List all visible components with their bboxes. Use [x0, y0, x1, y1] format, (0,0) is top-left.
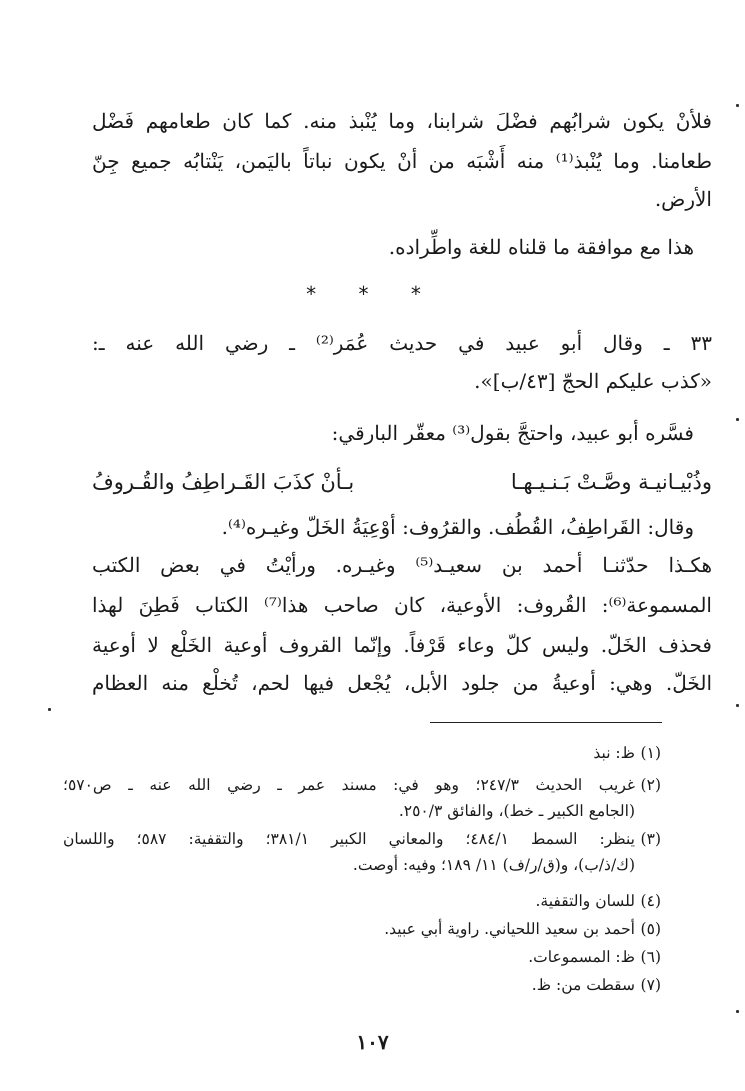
scan-speck	[48, 708, 51, 711]
section-separator: * * *	[306, 282, 439, 306]
footnote-number: (١)	[640, 744, 661, 762]
paragraph-line: هكـذا حدّثنـا أحمد بن سعيـد⁽⁵⁾ وغيـره. ورأيْتُ في بعض الكتب	[92, 553, 712, 577]
footnote-number: (٥)	[640, 920, 661, 938]
paragraph-line: المسموعة⁽⁶⁾: القُروف: الأوعية، كان صاحب هذا⁽⁷⁾ الكتاب فَطِنَ لهذا	[92, 593, 712, 617]
verse-hemistich-left: بـأنْ كذَبَ القَـراطِفُ والقُـروفُ	[92, 470, 355, 494]
paragraph-line: طعامنا. وما يُنْبذ⁽¹⁾ منه أَشْبَه من أنْ يكون نباتاً باليَمن، يَنْتابُه جميع جِنّ	[92, 149, 712, 173]
footnote-divider	[430, 722, 662, 723]
scan-speck	[736, 1010, 739, 1013]
footnote	[61, 972, 661, 998]
footnote-number: (٧)	[640, 976, 661, 994]
footnote-text: ينظر: السمط ٤٨٤/١؛ والمعاني الكبير ٣٨١/١؛ والتقفية: ٥٨٧؛ واللسان	[63, 830, 635, 848]
scan-speck	[736, 104, 739, 107]
paragraph-line: هذا مع موافقة ما قلناه للغة واطِّراده.	[388, 235, 694, 259]
footnote	[61, 772, 661, 824]
footnote-text: أحمد بن سعيد اللحياني. راوية أبي عبيد.	[384, 920, 635, 938]
paragraph-line: فحذف الخَلّ. وليس كلّ وعاء قَرْفاً. وإنّما القروف أوعية الخَلْع لا أوعية	[92, 633, 712, 657]
footnote-text: للسان والتقفية.	[535, 892, 635, 910]
footnote-text: ظ: نبذ	[593, 744, 635, 762]
footnote	[61, 826, 661, 878]
footnote	[61, 916, 661, 942]
paragraph-line: الأرض.	[654, 187, 712, 211]
footnote	[61, 740, 661, 766]
page-number: ١٠٧	[356, 1030, 389, 1054]
footnote	[61, 944, 661, 970]
footnote-text-continued: (الجامع الكبير ـ خط)، والفائق ٢٥٠/٣.	[398, 802, 635, 820]
paragraph-line: فسَّره أبو عبيد، واحتجَّ بقول⁽³⁾ معقّر البارقي:	[331, 421, 694, 445]
footnote-number: (٢)	[640, 776, 661, 794]
footnote-text-continued: (ك/ذ/ب)، و(ق/ر/ف) ١١/ ١٨٩؛ وفيه: أوصت.	[352, 856, 635, 874]
footnote-text: سقطت من: ظ.	[531, 976, 635, 994]
footnote-text: غريب الحديث ٢٤٧/٣؛ وهو في: مسند عمر ـ رضي الله عنه ـ ص٥٧٠؛	[63, 776, 635, 794]
poetry-verse	[92, 466, 712, 498]
footnote-number: (٣)	[640, 830, 661, 848]
footnote-text: ظ: المسموعات.	[528, 948, 635, 966]
paragraph-line: فلأنْ يكون شرابُهم فضْلَ شرابنا، وما يُنْبذ منه. كما كان طعامهم فَضْل	[92, 109, 712, 133]
paragraph-line: «كذب عليكم الحجّ [٤٣/ب]».	[474, 369, 712, 393]
scan-speck	[736, 418, 739, 421]
paragraph-line: ٣٣ ـ وقال أبو عبيد في حديث عُمَر⁽²⁾ ـ رضي الله عنه ـ:	[92, 331, 712, 355]
footnote-number: (٤)	[640, 892, 661, 910]
scan-speck	[736, 704, 739, 707]
footnote-number: (٦)	[640, 948, 661, 966]
verse-hemistich-right: وذُبْيـانيـة وصَّـتْ بَـنـيـهـا	[510, 470, 712, 494]
paragraph-line: الخَلّ. وهي: أوعيةُ من جلود الأبل، يُجْعل فيها لحم، تُخلْع منه العظام	[92, 671, 712, 695]
paragraph-line: وقال: القَراطِفُ، القُطُف. والقرُوف: أوْعِيَةُ الخَلّ وغيـره⁽⁴⁾.	[221, 515, 694, 539]
footnote	[61, 888, 661, 914]
